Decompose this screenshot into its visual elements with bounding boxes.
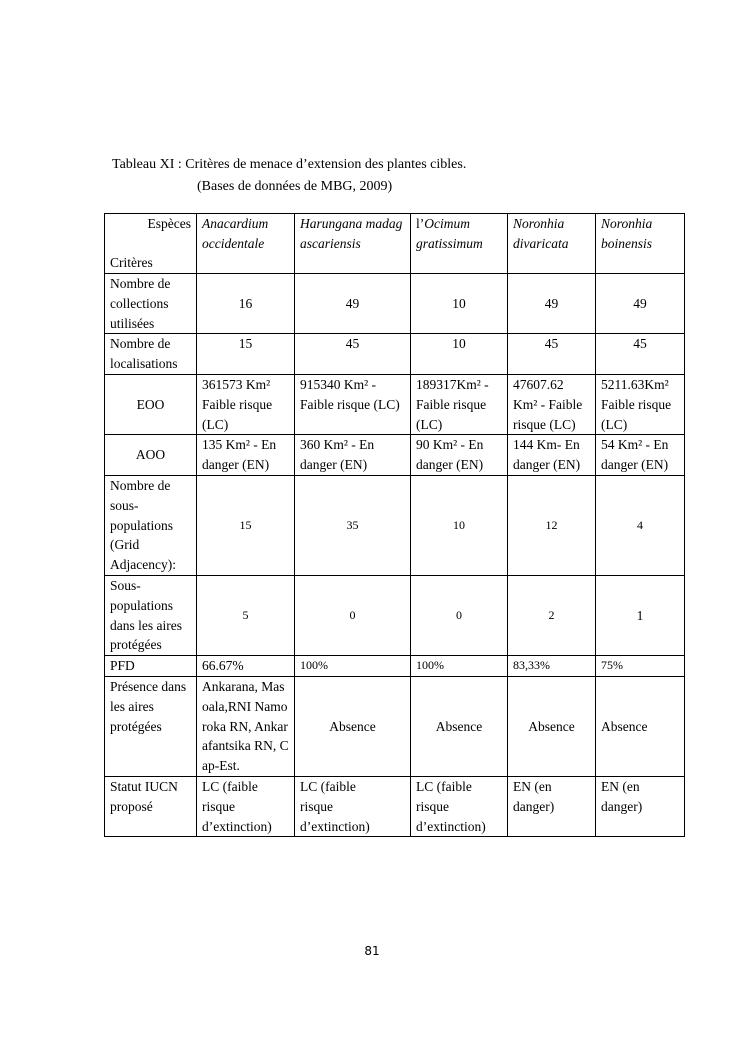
table-cell: 135 Km² - En danger (EN) [197,435,295,476]
table-row [105,575,685,655]
especes-label: Espèces [147,216,191,231]
table-cell: 1 [596,575,685,655]
table-cell: 0 [295,575,411,655]
table-cell: 5 [197,575,295,655]
table-cell: 16 [197,274,295,334]
table-cell: 15 [197,475,295,575]
table-cell: 49 [295,274,411,334]
caption-title: Tableau XI : Critères de menace d’extension des plantes cibles. [112,157,467,172]
table-cell: 15 [197,334,295,375]
table-cell: 10 [411,274,508,334]
row-label: Nombre de sous-populations (Grid Adjacency): [105,475,197,575]
species-header: Harungana madagascariensis [295,214,411,274]
species-header: Anacardium occidentale [197,214,295,274]
table-cell: 915340 Km² - Faible risque (LC) [295,374,411,434]
table-cell: 189317Km² - Faible risque (LC) [411,374,508,434]
table-cell: LC (faible risque d’extinction) [411,776,508,836]
table-row [105,656,685,677]
table-row [105,676,685,776]
table-cell: 49 [508,274,596,334]
table-row [105,374,685,434]
table-row [105,435,685,476]
table-cell: 66.67% [197,656,295,677]
table-cell: 45 [295,334,411,375]
table-cell: 45 [596,334,685,375]
table-cell: 10 [411,334,508,375]
table-cell: LC (faible risque d’extinction) [295,776,411,836]
species-header: l’Ocimum gratissimum [411,214,508,274]
table-cell: 47607.62 Km² - Faible risque (LC) [508,374,596,434]
row-label: Présence dans les aires protégées [105,676,197,776]
table-cell: 360 Km² - En danger (EN) [295,435,411,476]
table-cell: Absence [508,676,596,776]
table-cell: EN (en danger) [508,776,596,836]
species-header: Noronhia boinensis [596,214,685,274]
table-cell: 83,33% [508,656,596,677]
table-cell: Absence [596,676,685,776]
table-row [105,274,685,334]
table-cell: 90 Km² - En danger (EN) [411,435,508,476]
species-header: Noronhia divaricata [508,214,596,274]
table-cell: 12 [508,475,596,575]
table-cell: 35 [295,475,411,575]
table-cell: 75% [596,656,685,677]
table-cell: 144 Km- En danger (EN) [508,435,596,476]
table-cell: LC (faible risque d’extinction) [197,776,295,836]
table-row [105,334,685,375]
table-cell: Absence [411,676,508,776]
criteres-label: Critères [110,255,153,271]
header-row [105,214,685,274]
table-cell: 2 [508,575,596,655]
table-cell: 49 [596,274,685,334]
table-cell: EN (en danger) [596,776,685,836]
row-label: Statut IUCN proposé [105,776,197,836]
row-label: PFD [105,656,197,677]
corner-header-cell [105,214,197,274]
table-cell: 0 [411,575,508,655]
caption-source: (Bases de données de MBG, 2009) [197,179,393,194]
table-cell: 10 [411,475,508,575]
table-cell: 45 [508,334,596,375]
threat-criteria-table [104,213,685,837]
table-cell: 54 Km² - En danger (EN) [596,435,685,476]
table-cell: Absence [295,676,411,776]
table-cell: 100% [295,656,411,677]
table-cell: Ankarana, Masoala,RNI Namoroka RN, Ankarafantsika RN, Cap-Est. [197,676,295,776]
page-number: 81 [364,944,380,958]
row-label: Nombre de collections utilisées [105,274,197,334]
row-label: EOO [105,374,197,434]
table-cell: 361573 Km² Faible risque (LC) [197,374,295,434]
table-caption [112,154,466,198]
table-row [105,475,685,575]
table-cell: 4 [596,475,685,575]
table-cell: 100% [411,656,508,677]
row-label: Nombre de localisations [105,334,197,375]
row-label: AOO [105,435,197,476]
table-cell: 5211.63Km² Faible risque (LC) [596,374,685,434]
row-label: Sous-populations dans les aires protégées [105,575,197,655]
table-row [105,776,685,836]
